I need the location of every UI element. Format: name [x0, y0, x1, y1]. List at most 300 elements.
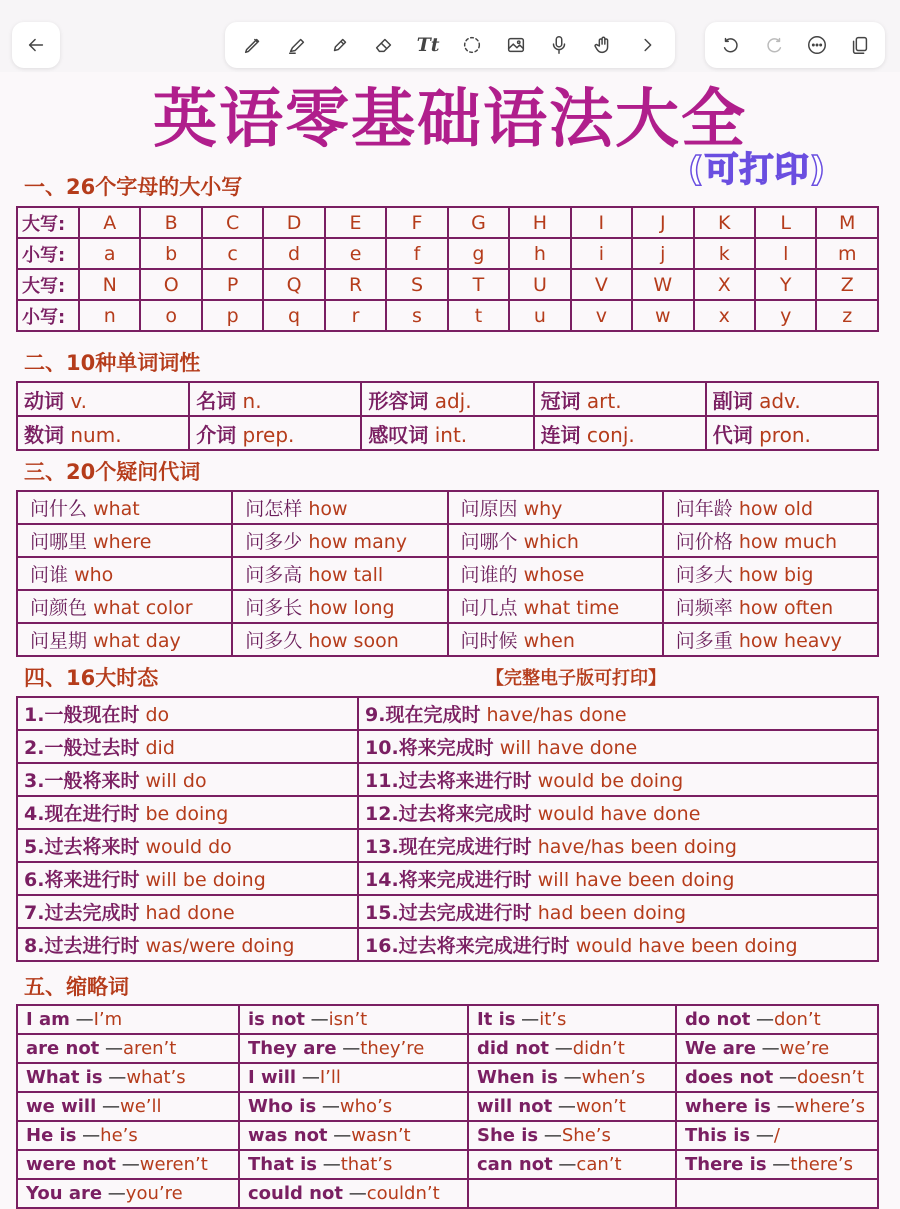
abbreviation-cell-english: when’s: [581, 1067, 646, 1088]
word-class-cell-term: 介词: [196, 422, 237, 447]
tense-row: [17, 796, 878, 829]
question-cell: [232, 590, 447, 623]
abbreviation-cell-term: we will: [26, 1096, 97, 1117]
lasso-icon[interactable]: [459, 32, 485, 58]
alphabet-row: [17, 238, 878, 269]
abbreviation-cell: will not —won’t: [468, 1092, 676, 1121]
abbreviation-cell: When is —when’s: [468, 1063, 676, 1092]
marker-icon[interactable]: [327, 32, 353, 58]
text-tool-icon[interactable]: Tt: [416, 34, 440, 56]
word-class-cell-term: 感叹词: [368, 422, 429, 447]
alphabet-letter: H: [509, 207, 570, 238]
abbreviation-cell-term: What is: [26, 1067, 103, 1088]
question-cell-english: who: [74, 564, 114, 586]
question-cell-english: whose: [523, 564, 585, 586]
abbreviation-cell-term: was not: [248, 1125, 328, 1146]
tense-cell-term: 9.现在完成时: [365, 704, 481, 726]
alphabet-row-label: 小写:: [17, 238, 79, 269]
tense-cell: [17, 829, 358, 862]
abbreviation-row: [17, 1121, 878, 1150]
word-class-cell: [361, 382, 533, 416]
abbreviation-cell: are not —aren’t: [17, 1034, 239, 1063]
alphabet-row: [17, 269, 878, 300]
question-cell-english: how tall: [308, 564, 384, 586]
tense-cell-english: did: [145, 737, 175, 759]
alphabet-letter: X: [694, 269, 755, 300]
abbreviation-row: [17, 1063, 878, 1092]
alphabet-letter: I: [571, 207, 632, 238]
tense-cell-english: have/has been doing: [537, 836, 737, 858]
question-cell: [448, 590, 663, 623]
abbreviation-row: [17, 1092, 878, 1121]
pages-icon[interactable]: [847, 32, 873, 58]
question-cell: [232, 524, 447, 557]
question-cell: [448, 623, 663, 656]
tense-cell-term: 15.过去完成进行时: [365, 902, 532, 924]
abbreviation-cell-term: We are: [685, 1038, 756, 1059]
abbreviation-cell-term: is not: [248, 1009, 305, 1030]
alphabet-letter: Q: [263, 269, 324, 300]
abbreviation-cell-english: I’ll: [319, 1067, 341, 1088]
word-class-cell: [189, 382, 361, 416]
abbreviation-cell-term: are not: [26, 1038, 100, 1059]
abbreviation-cell-term: He is: [26, 1125, 77, 1146]
alphabet-letter: R: [325, 269, 386, 300]
question-cell: [232, 491, 447, 524]
question-cell: [663, 557, 878, 590]
abbreviations-heading: 五、缩略词: [24, 975, 129, 999]
tense-cell: [17, 763, 358, 796]
alphabet-letter: d: [263, 238, 324, 269]
abbreviation-cell-term: There is: [685, 1154, 767, 1175]
word-class-cell-english: pron.: [759, 422, 811, 447]
undo-icon[interactable]: [718, 32, 744, 58]
abbreviation-cell: [468, 1179, 676, 1208]
tense-cell: [358, 730, 878, 763]
abbreviation-cell-english: can’t: [576, 1154, 622, 1175]
tense-cell: [358, 895, 878, 928]
abbreviation-cell: [676, 1179, 878, 1208]
alphabet-letter: x: [694, 300, 755, 331]
question-cell-english: what color: [93, 597, 193, 619]
word-class-cell-term: 连词: [540, 422, 581, 447]
question-cell-english: what: [93, 498, 140, 520]
abbreviation-cell: was not —wasn’t: [239, 1121, 468, 1150]
abbreviation-cell: He is —he’s: [17, 1121, 239, 1150]
tense-cell: [358, 697, 878, 730]
abbreviation-cell: She is —She’s: [468, 1121, 676, 1150]
abbreviation-cell-term: I am: [26, 1009, 70, 1030]
tense-cell-english: will have done: [499, 737, 638, 759]
alphabet-letter: J: [632, 207, 693, 238]
word-class-cell-english: v.: [70, 388, 87, 413]
question-cell-english: where: [93, 531, 152, 553]
alphabet-letter: Y: [755, 269, 816, 300]
abbreviation-cell-term: I will: [248, 1067, 297, 1088]
abbreviation-cell: we will —we’ll: [17, 1092, 239, 1121]
abbreviation-cell-english: you’re: [125, 1183, 183, 1204]
tense-cell-english: be doing: [145, 803, 229, 825]
tense-cell: [358, 763, 878, 796]
abbreviation-cell-english: won’t: [575, 1096, 626, 1117]
question-cell-english: what time: [523, 597, 620, 619]
abbreviation-row: [17, 1150, 878, 1179]
abbreviation-cell: It is —it’s: [468, 1005, 676, 1034]
abbreviation-cell-term: That is: [248, 1154, 317, 1175]
word-class-cell-term: 副词: [712, 388, 753, 413]
question-cell: [17, 491, 232, 524]
question-cell-term: 问颜色: [30, 597, 88, 619]
question-cell-term: 问多少: [245, 531, 303, 553]
alphabet-letter: m: [816, 238, 878, 269]
question-cell: [663, 590, 878, 623]
word-class-cell-english: prep.: [242, 422, 295, 447]
word-class-cell-term: 形容词: [368, 388, 429, 413]
abbreviation-cell-term: does not: [685, 1067, 774, 1088]
arrow-left-icon: [23, 32, 49, 58]
alphabet-letter: F: [386, 207, 447, 238]
abbreviation-cell-english: who’s: [339, 1096, 393, 1117]
alphabet-heading: 一、26个字母的大小写: [24, 175, 243, 199]
abbreviation-cell: do not —don’t: [676, 1005, 878, 1034]
alphabet-row-label: 大写:: [17, 207, 79, 238]
tense-cell-english: would be doing: [537, 770, 684, 792]
questions-heading: 三、20个疑问代词: [24, 460, 201, 484]
abbreviation-cell-term: It is: [477, 1009, 516, 1030]
microphone-icon[interactable]: [546, 32, 572, 58]
abbreviation-cell: did not —didn’t: [468, 1034, 676, 1063]
tense-cell-term: 8.过去进行时: [24, 935, 140, 957]
word-class-cell-english: num.: [70, 422, 122, 447]
question-cell: [232, 623, 447, 656]
alphabet-letter: a: [79, 238, 140, 269]
tense-cell-term: 13.现在完成进行时: [365, 836, 532, 858]
app-toolbar: [0, 0, 900, 72]
abbreviation-cell-term: do not: [685, 1009, 751, 1030]
question-cell: [232, 557, 447, 590]
question-cell: [17, 557, 232, 590]
question-cell-english: how heavy: [738, 630, 842, 652]
tense-cell: [17, 895, 358, 928]
word-class-cell: [534, 416, 706, 450]
word-class-cell: [189, 416, 361, 450]
alphabet-letter: e: [325, 238, 386, 269]
alphabet-letter: n: [79, 300, 140, 331]
abbreviation-cell-term: When is: [477, 1067, 558, 1088]
tense-row: [17, 862, 878, 895]
question-cell-english: which: [523, 531, 579, 553]
alphabet-letter: K: [694, 207, 755, 238]
alphabet-letter: b: [140, 238, 201, 269]
question-cell-term: 问怎样: [245, 498, 303, 520]
word-class-cell: [17, 416, 189, 450]
alphabet-letter: z: [816, 300, 878, 331]
alphabet-letter: j: [632, 238, 693, 269]
alphabet-letter: P: [202, 269, 263, 300]
tense-cell: [17, 697, 358, 730]
tense-cell-english: would do: [145, 836, 232, 858]
word-class-cell-english: adj.: [434, 388, 472, 413]
question-cell: [663, 524, 878, 557]
abbreviation-cell-english: where’s: [794, 1096, 866, 1117]
tenses-table: [16, 696, 879, 962]
tense-cell: [358, 796, 878, 829]
question-cell-english: how old: [738, 498, 814, 520]
abbreviation-row: [17, 1005, 878, 1034]
word-classes-table: [16, 381, 879, 451]
abbreviation-cell-english: She’s: [561, 1125, 611, 1146]
alphabet-letter: O: [140, 269, 201, 300]
tense-cell-english: will be doing: [145, 869, 266, 891]
alphabet-letter: f: [386, 238, 447, 269]
question-cell: [17, 590, 232, 623]
word-class-cell-term: 代词: [712, 422, 753, 447]
abbreviation-cell: We are —we’re: [676, 1034, 878, 1063]
question-cell-term: 问价格: [675, 531, 733, 553]
tense-cell-english: would have been doing: [575, 935, 798, 957]
abbreviation-cell: I will —I’ll: [239, 1063, 468, 1092]
word-class-cell-term: 数词: [24, 422, 64, 447]
tense-cell-term: 4.现在进行时: [24, 803, 140, 825]
alphabet-letter: k: [694, 238, 755, 269]
word-class-cell-term: 名词: [196, 388, 237, 413]
abbreviation-cell-term: did not: [477, 1038, 549, 1059]
alphabet-letter: o: [140, 300, 201, 331]
alphabet-letter: y: [755, 300, 816, 331]
alphabet-letter: t: [448, 300, 509, 331]
word-class-cell: [534, 382, 706, 416]
alphabet-letter: p: [202, 300, 263, 331]
question-cell: [448, 524, 663, 557]
redo-icon[interactable]: [761, 32, 787, 58]
abbreviation-cell: where is —where’s: [676, 1092, 878, 1121]
highlighter-icon[interactable]: [284, 32, 310, 58]
tense-row: [17, 730, 878, 763]
question-cell: [448, 491, 663, 524]
question-cell-term: 问多重: [675, 630, 733, 652]
abbreviation-cell: They are —they’re: [239, 1034, 468, 1063]
tense-cell-english: had done: [145, 902, 235, 924]
tense-row: [17, 829, 878, 862]
tense-cell-term: 16.过去将来完成进行时: [365, 935, 570, 957]
tense-cell-english: will do: [145, 770, 207, 792]
word-class-cell: [17, 382, 189, 416]
word-class-cell-english: adv.: [759, 388, 801, 413]
abbreviation-cell-english: aren’t: [123, 1038, 177, 1059]
back-button[interactable]: [12, 22, 60, 68]
tense-cell: [17, 796, 358, 829]
question-cell-term: 问星期: [30, 630, 88, 652]
abbreviation-row: [17, 1179, 878, 1208]
tense-row: [17, 697, 878, 730]
alphabet-letter: M: [816, 207, 878, 238]
question-cell-english: how many: [308, 531, 407, 553]
abbreviation-cell-english: weren’t: [139, 1154, 208, 1175]
tense-cell-english: will have been doing: [537, 869, 735, 891]
abbreviation-cell-term: could not: [248, 1183, 343, 1204]
tense-cell-term: 12.过去将来完成时: [365, 803, 532, 825]
alphabet-letter: E: [325, 207, 386, 238]
question-cell: [17, 524, 232, 557]
alphabet-letter: T: [448, 269, 509, 300]
alphabet-letter: q: [263, 300, 324, 331]
tense-cell-term: 10.将来完成时: [365, 737, 494, 759]
question-cell-english: what day: [93, 630, 181, 652]
page-title: 英语零基础语法大全: [153, 83, 747, 157]
question-cell-term: 问谁的: [460, 564, 518, 586]
tense-cell-term: 1.一般现在时: [24, 704, 140, 726]
abbreviation-cell: This is —/: [676, 1121, 878, 1150]
question-row: [17, 524, 878, 557]
question-cell-english: how big: [738, 564, 814, 586]
abbreviation-cell-term: Who is: [248, 1096, 317, 1117]
tense-cell: [17, 730, 358, 763]
word-class-cell: [706, 416, 878, 450]
alphabet-letter: V: [571, 269, 632, 300]
abbreviation-cell-english: what’s: [126, 1067, 186, 1088]
abbreviation-cell-english: didn’t: [572, 1038, 625, 1059]
question-row: [17, 623, 878, 656]
tense-cell-term: 2.一般过去时: [24, 737, 140, 759]
alphabet-letter: G: [448, 207, 509, 238]
question-cell-term: 问哪个: [460, 531, 518, 553]
abbreviation-cell-term: This is: [685, 1125, 751, 1146]
abbreviation-cell-english: we’ll: [119, 1096, 162, 1117]
abbreviation-cell: That is —that’s: [239, 1150, 468, 1179]
word-class-row: [17, 416, 878, 450]
abbreviation-cell: I am —I’m: [17, 1005, 239, 1034]
word-classes-heading: 二、10种单词词性: [24, 351, 201, 375]
tense-cell: [358, 862, 878, 895]
tense-cell-term: 11.过去将来进行时: [365, 770, 532, 792]
alphabet-letter: r: [325, 300, 386, 331]
question-cell-english: how soon: [308, 630, 399, 652]
abbreviation-cell: can not —can’t: [468, 1150, 676, 1179]
question-cell: [17, 623, 232, 656]
question-cell-term: 问时候: [460, 630, 518, 652]
abbreviation-cell: You are —you’re: [17, 1179, 239, 1208]
hand-gesture-icon[interactable]: [590, 32, 616, 58]
tenses-heading: 四、16大时态: [24, 666, 159, 690]
tense-row: [17, 763, 878, 796]
abbreviation-cell-english: isn’t: [328, 1009, 368, 1030]
chevron-right-icon[interactable]: [634, 32, 660, 58]
alphabet-table: [16, 206, 879, 332]
question-cell-english: how: [308, 498, 348, 520]
alphabet-letter: l: [755, 238, 816, 269]
tense-cell-term: 5.过去将来时: [24, 836, 140, 858]
question-row: [17, 590, 878, 623]
word-class-cell: [361, 416, 533, 450]
alphabet-letter: C: [202, 207, 263, 238]
word-class-cell-term: 动词: [24, 388, 64, 413]
question-cell-term: 问多大: [675, 564, 733, 586]
question-cell-english: how long: [308, 597, 395, 619]
word-class-cell-english: int.: [434, 422, 468, 447]
abbreviation-cell: Who is —who’s: [239, 1092, 468, 1121]
alphabet-letter: w: [632, 300, 693, 331]
alphabet-row: [17, 300, 878, 331]
abbreviation-cell-term: were not: [26, 1154, 116, 1175]
alphabet-row-label: 小写:: [17, 300, 79, 331]
word-class-cell-term: 冠词: [540, 388, 581, 413]
question-cell-english: when: [523, 630, 575, 652]
alphabet-letter: s: [386, 300, 447, 331]
question-row: [17, 491, 878, 524]
question-cell-term: 问谁: [30, 564, 69, 586]
abbreviation-cell-english: we’re: [779, 1038, 830, 1059]
abbreviation-cell: There is —there’s: [676, 1150, 878, 1179]
alphabet-letter: S: [386, 269, 447, 300]
page-subtitle: (可打印): [688, 150, 827, 190]
tense-row: [17, 895, 878, 928]
abbreviations-table: [16, 1004, 879, 1209]
questions-table: [16, 490, 879, 657]
alphabet-row: [17, 207, 878, 238]
abbreviation-cell-english: it’s: [539, 1009, 567, 1030]
abbreviation-cell-english: he’s: [100, 1125, 138, 1146]
abbreviation-cell: What is —what’s: [17, 1063, 239, 1092]
abbreviation-cell-english: wasn’t: [351, 1125, 411, 1146]
tense-row: [17, 928, 878, 961]
alphabet-letter: Z: [816, 269, 878, 300]
tense-cell-english: would have done: [537, 803, 701, 825]
abbreviation-cell-english: don’t: [774, 1009, 821, 1030]
alphabet-letter: N: [79, 269, 140, 300]
alphabet-letter: h: [509, 238, 570, 269]
abbreviation-cell-english: couldn’t: [366, 1183, 440, 1204]
alphabet-letter: v: [571, 300, 632, 331]
question-cell-term: 问什么: [30, 498, 88, 520]
abbreviation-cell-english: doesn’t: [796, 1067, 865, 1088]
alphabet-letter: L: [755, 207, 816, 238]
abbreviation-cell-term: They are: [248, 1038, 337, 1059]
alphabet-letter: i: [571, 238, 632, 269]
pen-icon[interactable]: [240, 32, 266, 58]
question-cell: [448, 557, 663, 590]
abbreviation-cell-term: will not: [477, 1096, 553, 1117]
question-cell-term: 问多高: [245, 564, 303, 586]
abbreviation-cell-english: they’re: [360, 1038, 425, 1059]
abbreviation-cell-term: You are: [26, 1183, 103, 1204]
tense-cell-english: do: [145, 704, 170, 726]
eraser-icon[interactable]: [371, 32, 397, 58]
question-cell-english: how much: [738, 531, 838, 553]
abbreviation-cell: does not —doesn’t: [676, 1063, 878, 1092]
tense-cell-term: 6.将来进行时: [24, 869, 140, 891]
alphabet-letter: W: [632, 269, 693, 300]
question-cell-term: 问年龄: [675, 498, 733, 520]
question-cell-english: how often: [738, 597, 834, 619]
more-icon[interactable]: [804, 32, 830, 58]
alphabet-letter: g: [448, 238, 509, 269]
document-actions-bar: [705, 22, 885, 68]
abbreviation-cell-english: there’s: [790, 1154, 853, 1175]
word-class-cell: [706, 382, 878, 416]
tense-cell: [17, 928, 358, 961]
tense-cell-english: had been doing: [537, 902, 687, 924]
question-cell-term: 问频率: [675, 597, 733, 619]
alphabet-letter: u: [509, 300, 570, 331]
abbreviation-row: [17, 1034, 878, 1063]
abbreviation-cell-english: that’s: [340, 1154, 393, 1175]
abbreviation-cell: were not —weren’t: [17, 1150, 239, 1179]
question-cell-term: 问多久: [245, 630, 303, 652]
tense-cell: [358, 829, 878, 862]
image-icon[interactable]: [503, 32, 529, 58]
abbreviation-cell-english: /: [773, 1125, 780, 1146]
drawing-tools-bar: [225, 22, 675, 68]
